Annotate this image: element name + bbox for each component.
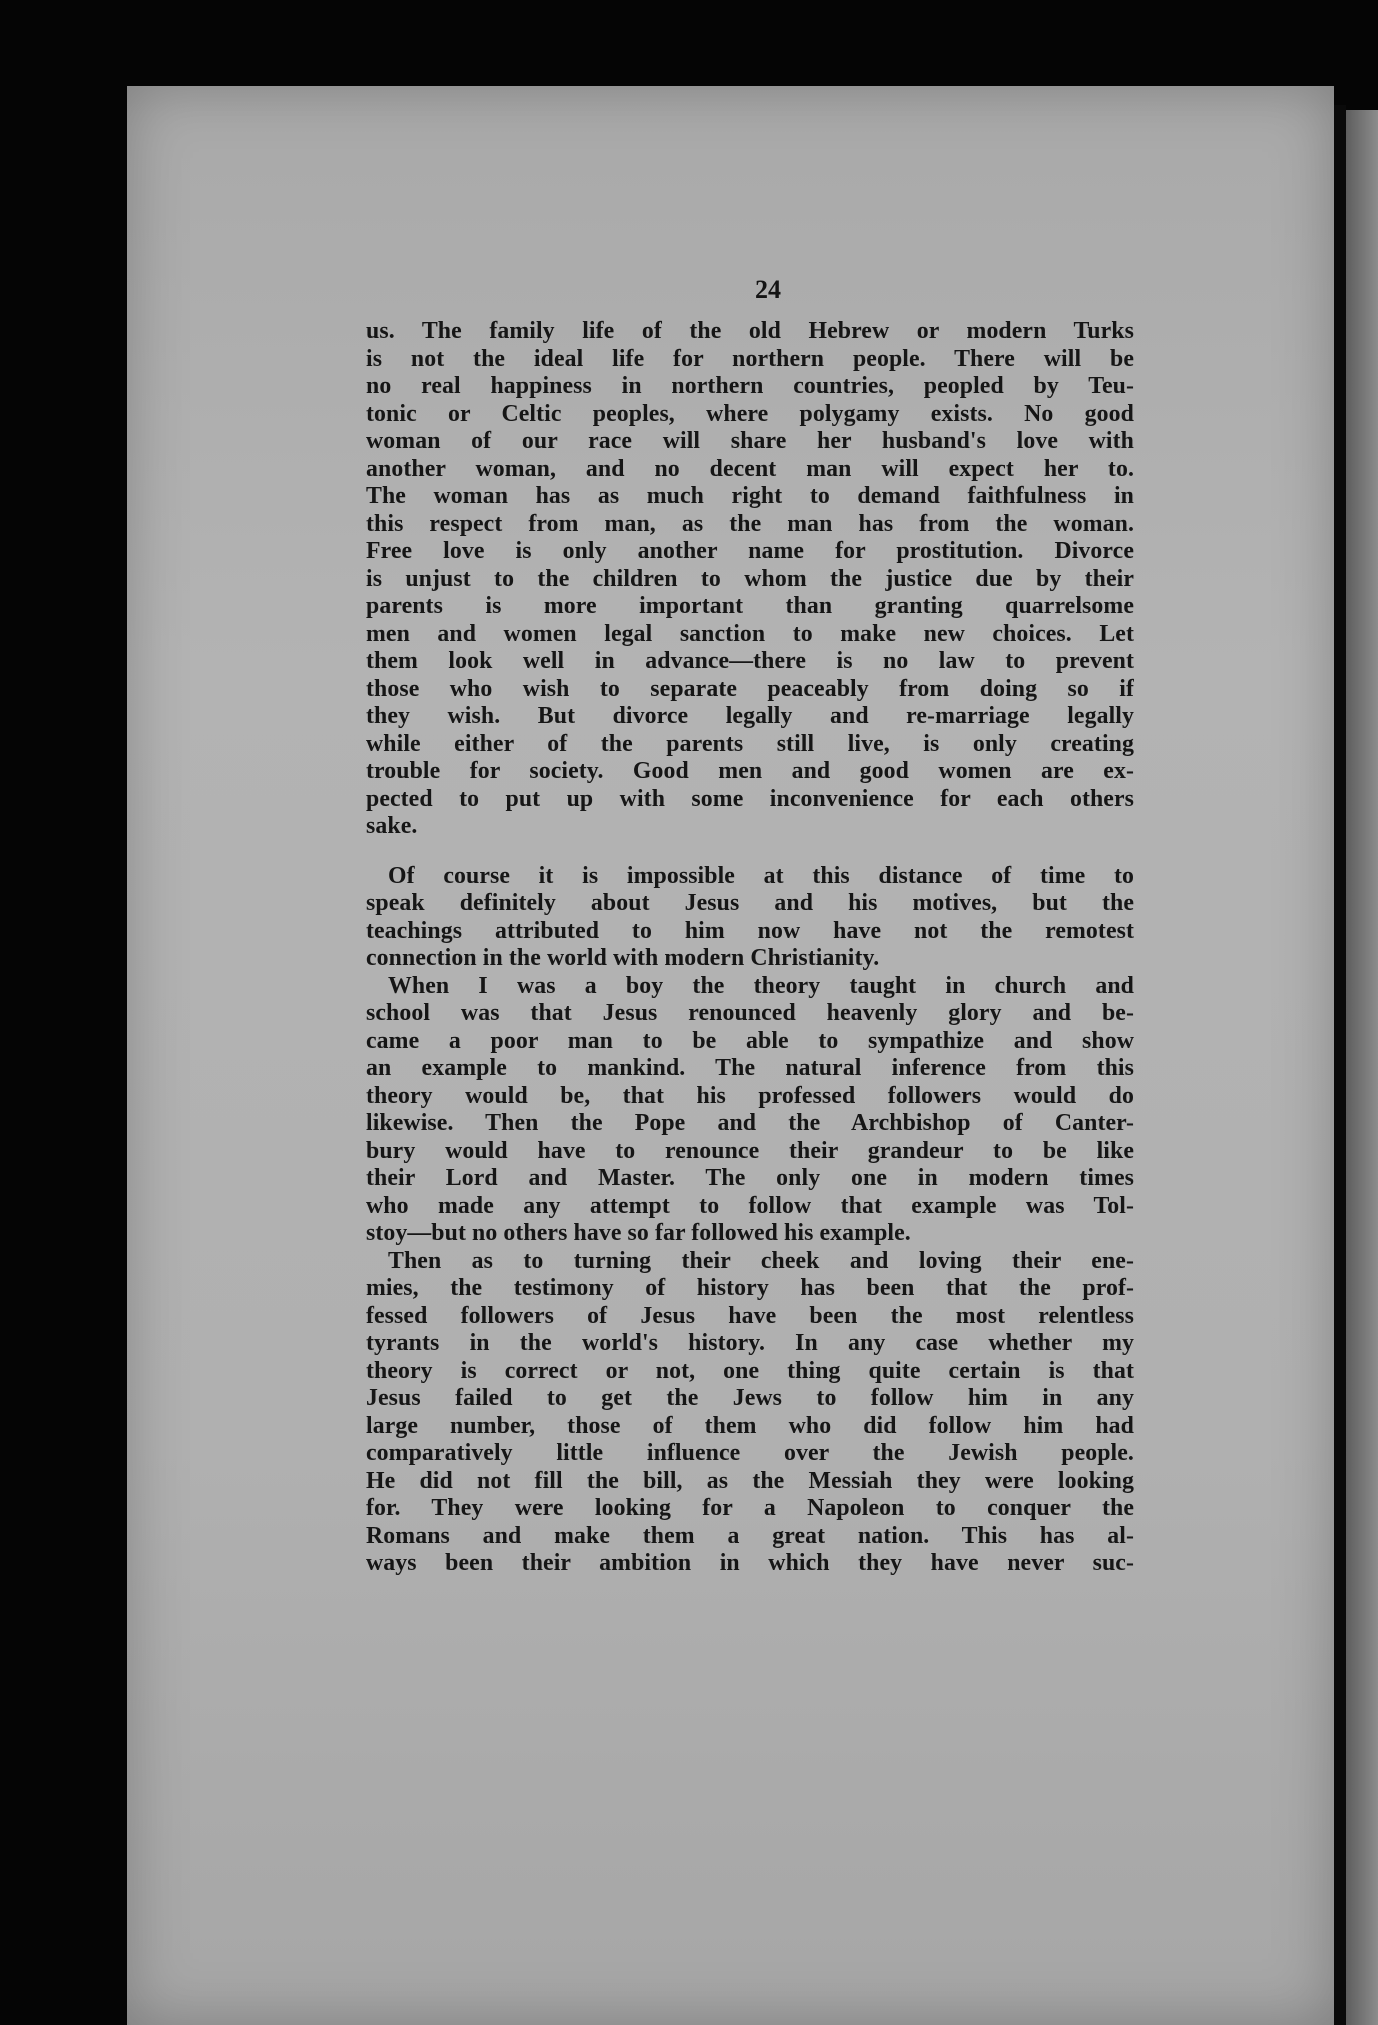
text-line: When I was a boy the theory taught in church and [388,972,1134,999]
text-line: another woman, and no decent man will expect her to. [366,455,1134,482]
text-line: speak definitely about Jesus and his motives, but the [366,890,1134,916]
text-line: Jesus failed to get the Jews to follow him in any [366,1385,1134,1411]
text-line: came a poor man to be able to sympathize and show [366,1027,1134,1054]
text-line: comparatively little influence over the Jewish people. [366,1440,1134,1466]
text-line: tonic or Celtic peoples, where polygamy exists. No good [366,400,1134,427]
text-line: connection in the world with modern Christianity. [366,945,880,971]
page-spine-shadow [1334,105,1346,2025]
text-line: ways been their ambition in which they have never suc- [366,1550,1134,1576]
text-line: The woman has as much right to demand faithfulness in [366,483,1134,509]
text-line: an example to mankind. The natural inference from this [366,1055,1134,1081]
text-line: who made any attempt to follow that example was Tol- [366,1192,1134,1219]
text-line: while either of the parents still live, is only creating [366,730,1134,757]
text-line: mies, the testimony of history has been that the prof- [366,1275,1134,1301]
text-line: Of course it is impossible at this distance of time to [388,862,1134,889]
page-number: 24 [755,275,781,304]
text-line: pected to put up with some inconvenience for each others [366,785,1134,812]
text-line: those who wish to separate peaceably from doing so if [366,675,1134,702]
text-line: theory is correct or not, one thing quite certain is that [366,1357,1134,1384]
text-line: fessed followers of Jesus have been the most relentless [366,1302,1134,1329]
text-line: theory would be, that his professed followers would do [366,1082,1134,1109]
facing-page-edge [1346,110,1378,2025]
text-line: Romans and make them a great nation. This has al- [366,1522,1134,1549]
text-line: school was that Jesus renounced heavenly glory and be- [366,1000,1134,1026]
text-line: no real happiness in northern countries, peopled by Teu- [366,373,1134,399]
text-line: trouble for society. Good men and good women are ex- [366,758,1134,784]
text-line: men and women legal sanction to make new choices. Let [366,620,1134,647]
text-line: us. The family life of the old Hebrew or modern Turks [366,318,1134,344]
text-line: their Lord and Master. The only one in modern times [366,1165,1134,1191]
paragraph-1 [366,318,1134,841]
text-line: for. They were looking for a Napoleon to conquer the [366,1495,1134,1521]
text-line: is not the ideal life for northern people. There will be [366,345,1134,372]
text-line: woman of our race will share her husband's love with [366,428,1134,454]
paragraph-4 [366,1248,1134,1578]
page-body-text [366,318,1134,1578]
text-line: is unjust to the children to whom the justice due by their [366,565,1134,592]
paragraph-3 [366,973,1134,1248]
text-line: large number, those of them who did follow him had [366,1412,1134,1439]
text-line: He did not fill the bill, as the Messiah they were looking [366,1467,1134,1494]
text-line: sake. [366,813,418,839]
paragraph-gap [366,841,1134,863]
text-line: them look well in advance—there is no law to prevent [366,648,1134,674]
text-line: teachings attributed to him now have not the remotest [366,917,1134,944]
text-line: bury would have to renounce their grandeur to be like [366,1137,1134,1164]
text-line: parents is more important than granting quarrelsome [366,593,1134,619]
text-line: Then as to turning their cheek and loving their ene- [388,1247,1134,1274]
text-line: they wish. But divorce legally and re-marriage legally [366,703,1134,729]
text-line: Free love is only another name for prostitution. Divorce [366,538,1134,564]
text-line: this respect from man, as the man has from the woman. [366,510,1134,537]
paragraph-2 [366,863,1134,973]
text-line: likewise. Then the Pope and the Archbishop of Canter- [366,1110,1134,1136]
text-line: stoy—but no others have so far followed his example. [366,1220,911,1246]
text-line: tyrants in the world's history. In any case whether my [366,1330,1134,1356]
